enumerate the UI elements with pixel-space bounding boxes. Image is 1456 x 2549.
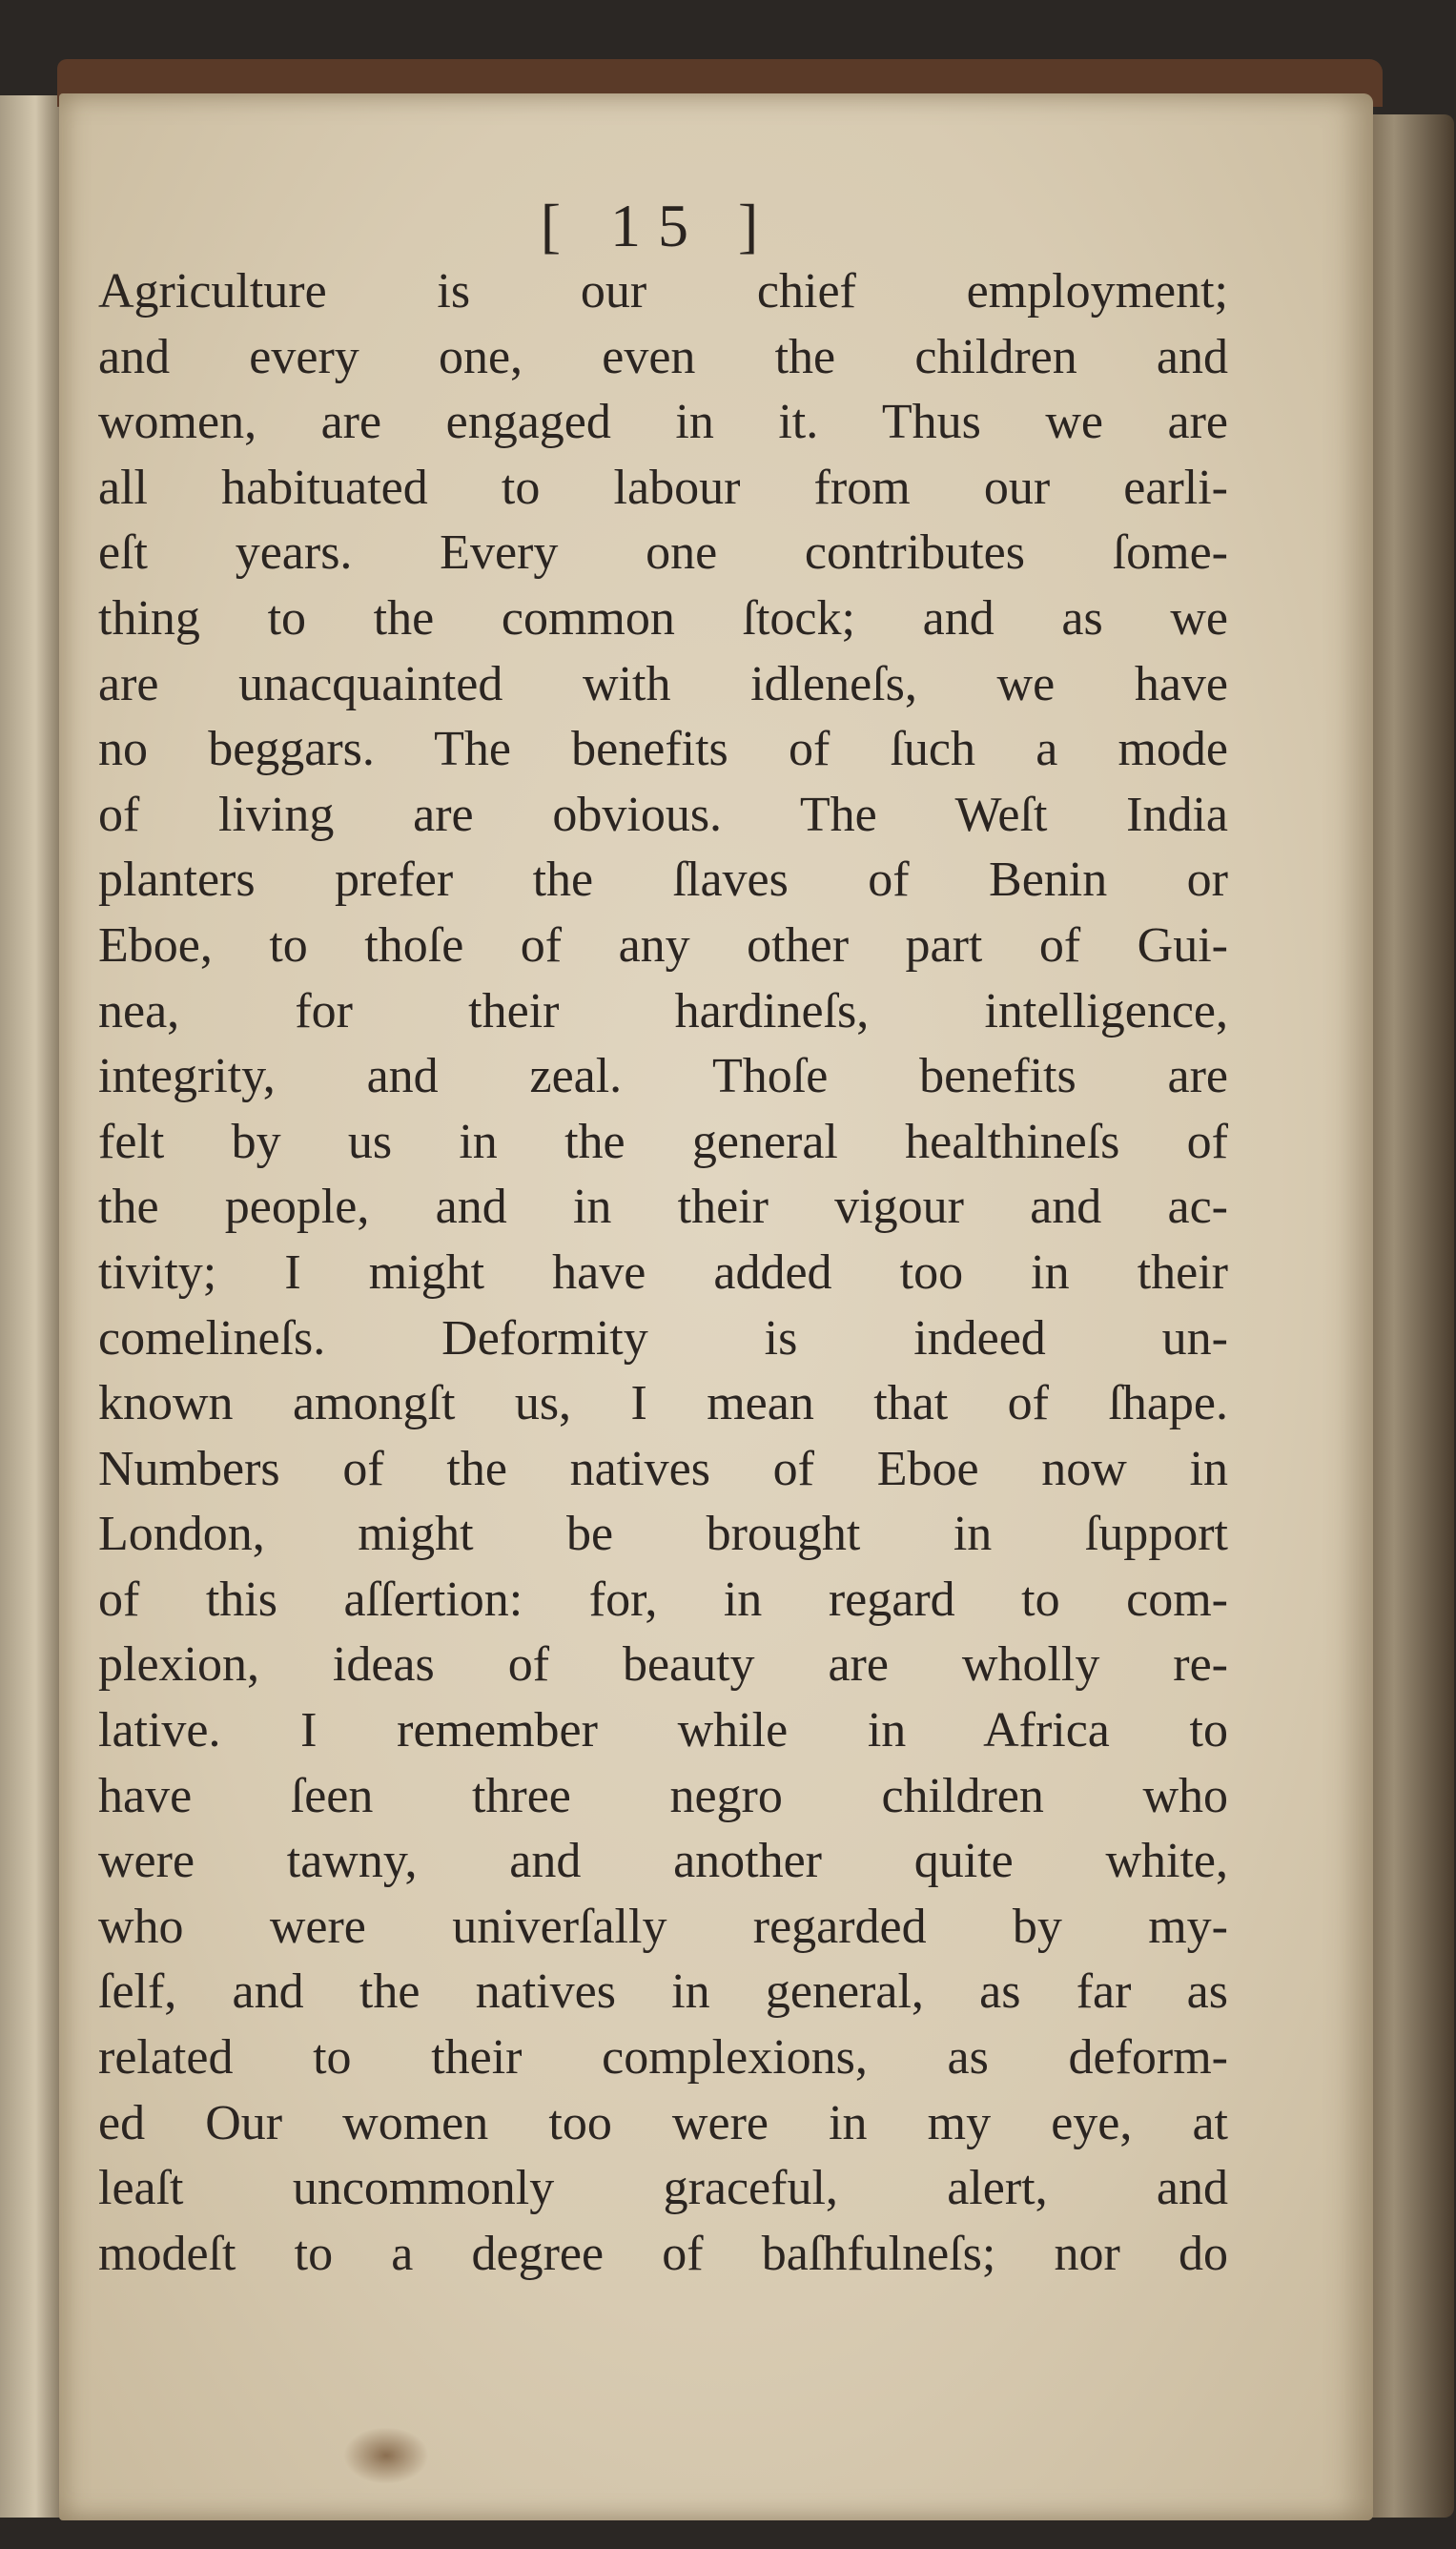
text-line: tivity; I might have added too in their [98,1244,1228,1300]
page-stain [343,2427,429,2484]
text-line: thing to the common ſtock; and as we [98,590,1228,646]
facing-page-edge [0,95,59,2518]
text-line: plexion, ideas of beauty are wholly re- [98,1637,1228,1693]
text-line: London, might be brought in ſupport [98,1507,1228,1562]
text-line: integrity, and zeal. Thoſe benefits are [98,1049,1228,1104]
text-line: ed Our women too were in my eye, at [98,2095,1228,2150]
page-body-text [98,259,1228,2287]
text-line: nea, for their hardineſs, intelligence, [98,983,1228,1038]
text-line: related to their complexions, as deform- [98,2030,1228,2086]
text-line: Agriculture is our chief employment; [98,264,1228,319]
text-line: were tawny, and another quite white, [98,1834,1228,1889]
text-line: no beggars. The benefits of ſuch a mode [98,722,1228,777]
text-line: who were univerſally regarded by my- [98,1899,1228,1954]
text-line: are unacquainted with idleneſs, we have [98,656,1228,711]
text-line: have ſeen three negro children who [98,1768,1228,1823]
text-line: women, are engaged in it. Thus we are [98,395,1228,450]
text-line: known amongſt us, I mean that of ſhape. [98,1376,1228,1431]
text-line: Numbers of the natives of Eboe now in [98,1441,1228,1496]
text-line: planters prefer the ſlaves of Benin or [98,853,1228,908]
text-line: of living are obvious. The Weſt India [98,787,1228,842]
text-line: ſelf, and the natives in general, as far as [98,1964,1228,2020]
text-line: the people, and in their vigour and ac- [98,1180,1228,1235]
text-line: leaſt uncommonly graceful, alert, and [98,2161,1228,2216]
text-line: of this aſſertion: for, in regard to com- [98,1572,1228,1627]
text-line: all habituated to labour from our earli- [98,460,1228,515]
page-number: [ 15 ] [540,192,776,259]
text-line: lative. I remember while in Africa to [98,1703,1228,1758]
text-line: Eboe, to thoſe of any other part of Gui- [98,917,1228,973]
text-line: comelineſs. Deformity is indeed un- [98,1310,1228,1366]
text-line: and every one, even the children and [98,329,1228,384]
text-line: felt by us in the general healthineſs of [98,1114,1228,1169]
text-line: modeſt to a degree of baſhfulneſs; nor do [98,2226,1228,2281]
text-line: eſt years. Every one contributes ſome- [98,525,1228,581]
